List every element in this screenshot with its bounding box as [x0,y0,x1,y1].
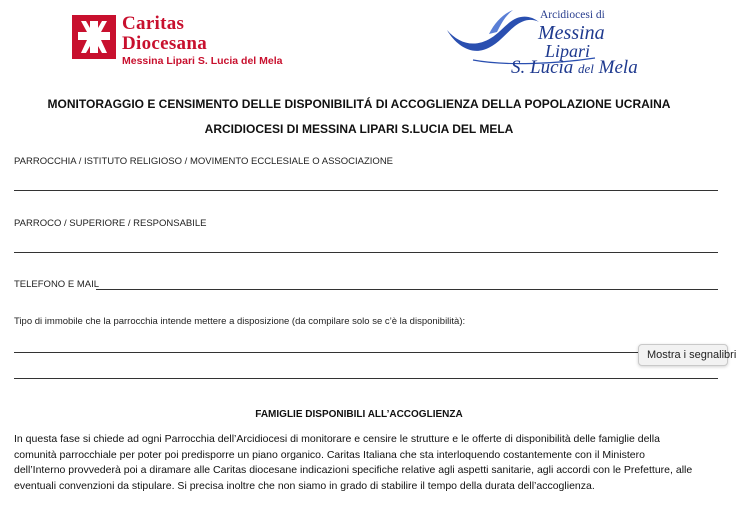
field-line-immobile-1[interactable] [14,352,638,353]
field-line-immobile-2[interactable] [14,378,718,379]
bookmarks-tooltip: Mostra i segnalibri [638,344,728,366]
caritas-line2: Diocesana [122,33,208,54]
arcidiocesi-line4-a: S. Lucia [511,57,579,78]
arcidiocesi-line4 [511,57,638,79]
paragraph-line: In questa fase si chiede ad ogni Parrocchia dell’Arcidiocesi di monitorare e censire le strutture e le offerte di disponibilità delle famiglie della [14,433,660,445]
field-label-telefono [14,279,99,290]
field-label-telefono-text: TELEFONO E MAIL [14,279,99,290]
caritas-line3: Messina Lipari S. Lucia del Mela [122,55,283,67]
caritas-logo [72,14,312,66]
field-line-parroco[interactable] [14,252,718,253]
paragraph-line: eventuali convenzioni da stipulare. Si precisa inoltre che non siamo in grado di stabilire il tempo della durata dell’accoglienza. [14,479,595,492]
arcidiocesi-line3: Lipari [545,41,591,61]
field-label-immobile: Tipo di immobile che la parrocchia intende mettere a disposizione (da compilare solo se c’è la disponibilità): [14,316,466,327]
caritas-wordmark [122,14,282,67]
arcidiocesi-line4-c: Mela [593,57,638,78]
field-label-parroco: PARROCO / SUPERIORE / RESPONSABILE [14,218,207,229]
arcidiocesi-logo [445,4,660,80]
caritas-line1: Caritas [122,13,185,34]
arcidiocesi-line1: Arcidiocesi di [540,9,605,21]
field-line-telefono[interactable] [96,289,718,290]
arcidiocesi-line2: Messina [538,22,605,44]
caritas-cross-icon [72,15,116,59]
field-label-parrocchia: PARROCCHIA / ISTITUTO RELIGIOSO / MOVIMENTO ECCLESIALE O ASSOCIAZIONE [14,156,394,167]
paragraph-line: comunità parrocchiale per poter poi predisporre un piano organico. Caritas Italiana che sta interloquendo costantemente con il Ministero [14,448,645,461]
arcidiocesi-line4-b: del [578,61,594,76]
section-title-famiglie: FAMIGLIE DISPONIBILI ALL’ACCOGLIENZA [255,409,463,420]
field-line-parrocchia[interactable] [14,190,718,191]
document-subtitle: ARCIDIOCESI DI MESSINA LIPARI S.LUCIA DEL MELA [204,122,514,136]
document-title: MONITORAGGIO E CENSIMENTO DELLE DISPONIBILITÁ DI ACCOGLIENZA DELLA POPOLAZIONE UCRAINA [47,97,671,111]
body-paragraph [14,432,714,494]
paragraph-line: dell’Interno provvederà poi a diramare alle Caritas diocesane indicazioni specifiche relative agli aspetti sanitarie, agli accordi con le Prefetture, alle [14,464,693,476]
